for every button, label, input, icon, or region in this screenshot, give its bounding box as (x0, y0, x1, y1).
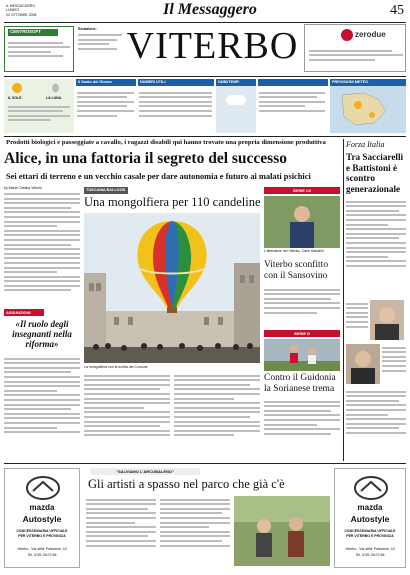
body-line (84, 393, 170, 395)
assunzioni-headline: «Il ruolo degli insegnanti nella riforma» (12, 319, 72, 349)
body-line (84, 407, 144, 409)
body-line (346, 256, 388, 258)
body-line (346, 404, 406, 406)
ad-text-line (8, 46, 70, 48)
sun-icon (12, 83, 22, 93)
body-line (4, 248, 80, 250)
building-back (106, 311, 234, 351)
body-line (4, 211, 80, 213)
body-line (4, 371, 71, 373)
body-line (346, 414, 388, 416)
mazda-logo-icon (353, 475, 389, 501)
body-line (4, 198, 80, 200)
ad-text-line (309, 54, 403, 56)
body-line (346, 228, 406, 230)
body-line (84, 375, 170, 377)
detail-line (8, 106, 70, 108)
body-line (86, 508, 148, 510)
body-line (346, 201, 406, 203)
body-line (382, 360, 406, 362)
body-line (346, 321, 368, 323)
body-line (160, 503, 230, 505)
table-line (139, 115, 212, 117)
match-photo (264, 339, 340, 371)
issue-date: 23 OTTOBRE 2006 (6, 12, 37, 17)
body-line (174, 388, 260, 390)
right-body-3 (382, 344, 406, 384)
body-line (264, 302, 340, 304)
body-line (160, 512, 222, 514)
coach-photo (264, 196, 340, 248)
body-line (160, 508, 230, 510)
body-line (4, 376, 80, 378)
body-line (346, 210, 399, 212)
body-line (346, 409, 406, 411)
ad-text-line (309, 59, 375, 61)
body-line (4, 257, 80, 259)
body-line (382, 347, 406, 349)
dealer-phone: Tel. 0761.35.07.66 (27, 553, 57, 557)
body-line (174, 430, 260, 432)
numeri-title: NUMERI UTILI (138, 79, 214, 86)
body-line (84, 388, 160, 390)
body-line (346, 391, 406, 393)
body-line (264, 405, 340, 407)
strip-rule-bottom (4, 136, 406, 137)
zerodue-ad-body (309, 47, 403, 63)
centrosoft-ad-body (8, 39, 70, 60)
numeri-utili-box (138, 79, 214, 133)
body-line (346, 423, 406, 425)
body-line (86, 512, 156, 514)
detail-line (259, 96, 317, 98)
body-line (86, 503, 156, 505)
park-photo (234, 496, 330, 566)
portrait-2 (346, 344, 380, 384)
body-line (174, 393, 260, 395)
sun-moon-box (4, 79, 74, 133)
centrosoft-ad (4, 26, 74, 72)
body-line (4, 262, 80, 264)
right-body-2 (346, 300, 368, 340)
body-line (4, 362, 80, 364)
ad-text-line (8, 55, 63, 57)
body-line (174, 402, 260, 404)
detail-line (259, 105, 305, 107)
region-shape (342, 93, 386, 125)
body-line (4, 207, 71, 209)
body-line (346, 307, 368, 309)
body-line (346, 312, 368, 314)
body-line (346, 265, 406, 267)
dealer-name: Autostyle (350, 514, 390, 524)
moon-icon (52, 83, 62, 93)
dealer-phone: Tel. 0761.35.07.66 (355, 553, 385, 557)
body-line (264, 419, 340, 421)
santo-title: Il Santo del Giorno (76, 79, 136, 86)
assunzioni-box (4, 309, 80, 461)
body-line (346, 427, 399, 429)
body-line (84, 411, 170, 413)
detail-line (8, 119, 51, 121)
body-line (4, 216, 80, 218)
detail-line (259, 101, 325, 103)
dealer-line-1: CONCESSIONARIA UFFICIALE (344, 529, 396, 533)
sport-photo (264, 196, 340, 248)
body-line (174, 425, 260, 427)
body-line (264, 410, 331, 412)
body-line (4, 404, 80, 406)
sport-body-2 (264, 398, 340, 458)
detail-line (8, 115, 70, 117)
body-line (346, 418, 406, 420)
body-line (174, 421, 260, 423)
body-line (160, 526, 209, 528)
body-line (160, 531, 230, 533)
sun-icon (354, 101, 362, 109)
body-line (4, 271, 57, 273)
body-line (382, 370, 406, 372)
detail-line (77, 115, 117, 117)
ad-text-line (8, 42, 63, 44)
body-line (86, 526, 156, 528)
body-line (86, 531, 156, 533)
right-body (346, 198, 406, 298)
body-line (346, 260, 406, 262)
balloon-headline: Una mongolfiera per 110 candeline (84, 195, 261, 209)
body-line (174, 384, 250, 386)
body-line (346, 237, 399, 239)
mazda-ad-left (4, 468, 80, 568)
balloon-body-right (174, 372, 260, 460)
lead-body (4, 186, 80, 306)
body-line (174, 398, 234, 400)
table-line (139, 96, 212, 98)
body-line (160, 517, 230, 519)
newspaper-small-name: IL MESSAGGERO (6, 4, 36, 8)
sun-moon-details (8, 103, 70, 124)
zerodue-logo: zerodue (355, 30, 386, 39)
mazda-brand: mazda (357, 503, 383, 512)
moon-label: LA LUNA (46, 96, 62, 100)
assunzioni-body (4, 355, 80, 459)
body-line (174, 379, 260, 381)
body-line (4, 413, 80, 415)
weather-forecast-box (330, 79, 406, 133)
detail-line (8, 110, 63, 112)
body-line (4, 239, 80, 241)
contact-line (78, 48, 117, 50)
body-line (86, 499, 156, 501)
balloon-caption: La mongolfiera con la scritta del Comune (84, 365, 148, 369)
body-line (160, 545, 230, 547)
middle-info-box (258, 79, 328, 133)
balloon-photo (84, 213, 260, 363)
portrait-1 (370, 300, 404, 340)
santo-box (76, 79, 136, 133)
politician-portrait (346, 344, 380, 384)
mazda-logo-icon (25, 475, 61, 501)
body-line (346, 233, 406, 235)
contact-line (78, 43, 109, 45)
body-line (4, 253, 80, 255)
nubi-title: NUBI/TEMP. (216, 79, 256, 86)
lead-byline: by Maria Cristina Vittorio (4, 186, 43, 190)
body-line (86, 540, 156, 542)
numeri-table (139, 89, 212, 119)
body-line (264, 307, 340, 309)
body-line (174, 416, 250, 418)
body-line (84, 398, 170, 400)
body-line (86, 535, 148, 537)
redazione-contacts (78, 27, 122, 52)
body-line (4, 276, 80, 278)
body-line (4, 367, 80, 369)
body-line (346, 242, 406, 244)
bottom-body-2 (160, 496, 230, 570)
dealer-line-2: PER VITERBO E PROVINCIA (346, 534, 394, 538)
sun-label: IL SOLE (8, 96, 22, 100)
body-line (84, 430, 170, 432)
body-line (174, 375, 260, 377)
body-line (346, 205, 406, 207)
weather-map (334, 89, 402, 129)
zerodue-ad (304, 24, 406, 72)
sport-tag-2: SERIE D (264, 330, 340, 337)
body-line (264, 312, 317, 314)
body-line (4, 427, 57, 429)
sport-photo-caption: L'allenatore del Viterbo, Carlo Sabatini (264, 249, 324, 253)
body-line (86, 522, 135, 524)
body-line (4, 394, 80, 396)
body-line (4, 230, 80, 232)
zerodue-logo-mark (341, 29, 353, 41)
body-line (84, 425, 160, 427)
redazione-title: Redazione: (78, 27, 97, 31)
detail-line (259, 110, 325, 112)
body-line (4, 417, 80, 419)
masthead: Il Messaggero (163, 1, 257, 18)
body-line (4, 234, 80, 236)
nubi-box (216, 79, 256, 133)
body-line (4, 280, 80, 282)
detail-line (77, 92, 134, 94)
lead-headline: Alice, in una fattoria il segreto del successo (4, 150, 287, 167)
body-line (4, 358, 80, 360)
body-line (264, 401, 340, 403)
balloon-scene (84, 213, 260, 363)
body-line (264, 428, 340, 430)
body-line (346, 224, 388, 226)
body-line (4, 193, 80, 195)
header-rule (4, 22, 406, 23)
body-line (4, 285, 80, 287)
body-line (346, 219, 406, 221)
body-line (4, 267, 80, 269)
body-line (382, 365, 406, 367)
strip-rule-top (4, 76, 406, 77)
sport-body (264, 286, 340, 326)
dealer-line-2: PER VITERBO E PROVINCIA (18, 534, 66, 538)
body-line (346, 247, 406, 249)
body-line (4, 431, 80, 433)
detail-line (259, 92, 325, 94)
lead-kicker: Prodotti biologici e passeggiate a cavallo, i ragazzi disabili qui hanno trovato una propria dimensione produttiva (6, 139, 326, 146)
body-line (264, 289, 340, 291)
body-line (264, 298, 331, 300)
bottom-headline: Gli artisti a spasso nel parco che già c'è (88, 477, 285, 491)
right-headline: Tra Sacciarelli e Battistoni è scontro generazionale (346, 152, 404, 194)
body-line (264, 424, 317, 426)
sun-icon (369, 112, 375, 118)
dealer-line-1: CONCESSIONARIA UFFICIALE (16, 529, 68, 533)
body-line (4, 385, 80, 387)
middle-info-text (259, 89, 325, 115)
body-line (4, 390, 57, 392)
body-line (382, 351, 406, 353)
middle-info-title (258, 79, 328, 86)
dealer-address: Viterbo - Via delle Palazzine, 10 (345, 547, 395, 551)
ad-text-line (309, 50, 392, 52)
body-line (4, 408, 71, 410)
balloon-body-left (84, 372, 170, 460)
body-line (4, 244, 71, 246)
body-line (346, 432, 406, 434)
body-line (160, 522, 230, 524)
body-line (4, 289, 71, 291)
sport-headline-2: Contro il Guidonia la Sorianese trema (264, 373, 336, 394)
body-line (346, 395, 406, 397)
body-line (160, 540, 222, 542)
artists-photo (234, 496, 330, 566)
cloud-icon (226, 95, 246, 105)
body-line (346, 400, 399, 402)
table-line (139, 105, 212, 107)
body-line (84, 384, 170, 386)
body-line (346, 251, 406, 253)
right-col-rule (343, 139, 344, 461)
issue-day: LUNEDÌ (6, 8, 19, 13)
body-line (84, 421, 170, 423)
body-line (4, 399, 80, 401)
body-line (174, 407, 260, 409)
body-line (4, 202, 80, 204)
body-line (84, 416, 170, 418)
santo-text (77, 89, 134, 119)
right-kicker: Forza Italia (346, 140, 385, 149)
issue-info (6, 4, 66, 17)
crowd-ground (84, 347, 260, 363)
body-line (84, 434, 170, 436)
body-line (346, 303, 368, 305)
contact-line (78, 39, 117, 41)
bottom-body-1 (86, 496, 156, 570)
table-line (139, 101, 212, 103)
body-line (264, 293, 340, 295)
section-title: VITERBO (126, 25, 299, 67)
body-line (382, 356, 406, 358)
body-line (4, 225, 57, 227)
contact-line (78, 34, 122, 36)
body-line (346, 316, 368, 318)
body-line (174, 411, 260, 413)
sport-tag: SERIE C2 (264, 187, 340, 194)
body-line (4, 422, 80, 424)
right-body-4 (346, 388, 406, 458)
sport-photo-2 (264, 339, 340, 371)
lead-subhead: Sei ettari di terreno e un vecchio casale per dare autonomia e futuro ai malati psichici (6, 172, 311, 181)
body-line (86, 545, 156, 547)
page-number: 45 (390, 3, 404, 18)
sport-headline: Viterbo sconfitto con il Sansovino (264, 260, 329, 281)
bottom-rule (4, 463, 406, 464)
detail-line (77, 105, 127, 107)
balloon-topbar: TUSCANIA BALLOON (84, 187, 128, 194)
body-line (84, 379, 170, 381)
ad-text-line (8, 51, 51, 53)
table-line (139, 110, 212, 112)
dealer-name: Autostyle (22, 514, 62, 524)
mazda-brand: mazda (29, 503, 55, 512)
body-line (84, 402, 170, 404)
body-line (264, 433, 331, 435)
detail-line (77, 101, 134, 103)
body-line (160, 535, 230, 537)
forecast-title: PREVISIONI METEO (330, 79, 406, 86)
bottom-tag: "SALVIAMO L'ARCOBALENO" (90, 468, 200, 475)
detail-line (77, 110, 134, 112)
body-line (160, 499, 230, 501)
centrosoft-logo: CENTROSOFT (8, 29, 58, 36)
dealer-address: Viterbo - Via delle Palazzine, 10 (17, 547, 67, 551)
mazda-ad-right (334, 468, 406, 568)
body-line (346, 326, 368, 328)
detail-line (77, 96, 127, 98)
body-line (4, 381, 80, 383)
body-line (86, 517, 156, 519)
body-line (4, 221, 80, 223)
table-line (139, 92, 212, 94)
politician-portrait (370, 300, 404, 340)
body-line (174, 434, 234, 436)
body-line (346, 214, 406, 216)
assunzioni-tag: ASSUNZIONI (4, 309, 44, 316)
body-line (264, 414, 340, 416)
